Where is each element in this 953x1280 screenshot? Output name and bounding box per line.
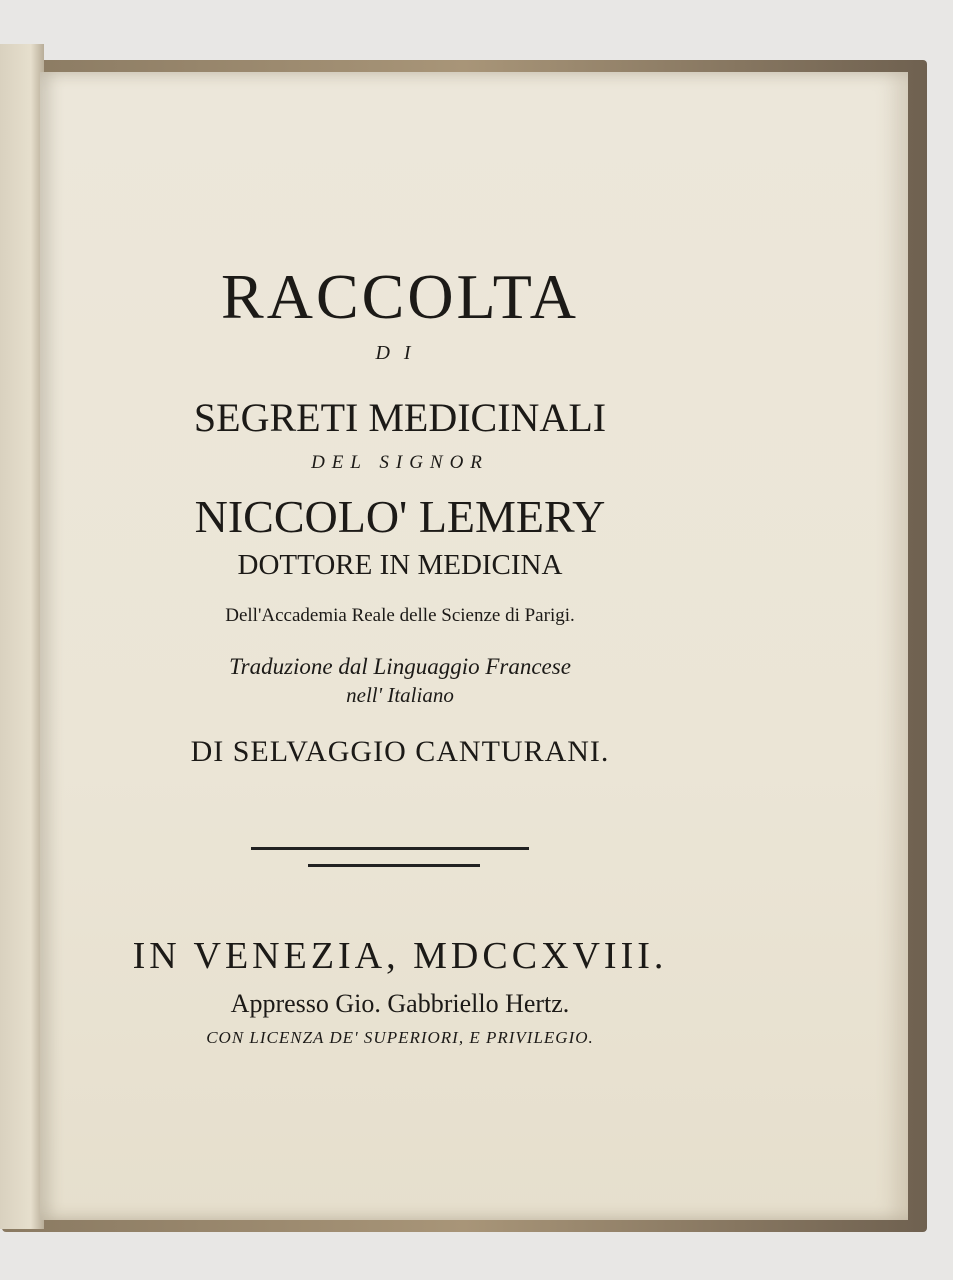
book-subtitle: SEGRETI MEDICINALI [193, 395, 607, 440]
translation-line-1: Traduzione dal Linguaggio Francese [229, 654, 571, 679]
imprint-place-date: IN VENEZIA, MDCCXVIII. [132, 935, 668, 977]
di-line: DI [375, 342, 425, 364]
translator-name: DI SELVAGGIO CANTURANI. [190, 735, 610, 768]
printer-line: Appresso Gio. Gabbriello Hertz. [230, 989, 570, 1018]
translation-line-2: nell' Italiano [346, 683, 454, 707]
book-title: RACCOLTA [221, 261, 579, 332]
ornamental-rule-short [308, 864, 480, 867]
ornamental-rule-long [251, 847, 529, 850]
license-line: CON LICENZA DE' SUPERIORI, E PRIVILEGIO. [206, 1028, 594, 1047]
author-name: NICCOLO' LEMERY [194, 491, 606, 542]
title-page [40, 72, 908, 1220]
academy-line: Dell'Accademia Reale delle Scienze di Parigi. [225, 605, 575, 626]
left-page-edge [0, 44, 44, 1229]
del-signor-line: DEL SIGNOR [311, 452, 489, 473]
author-title: DOTTORE IN MEDICINA [237, 549, 563, 581]
